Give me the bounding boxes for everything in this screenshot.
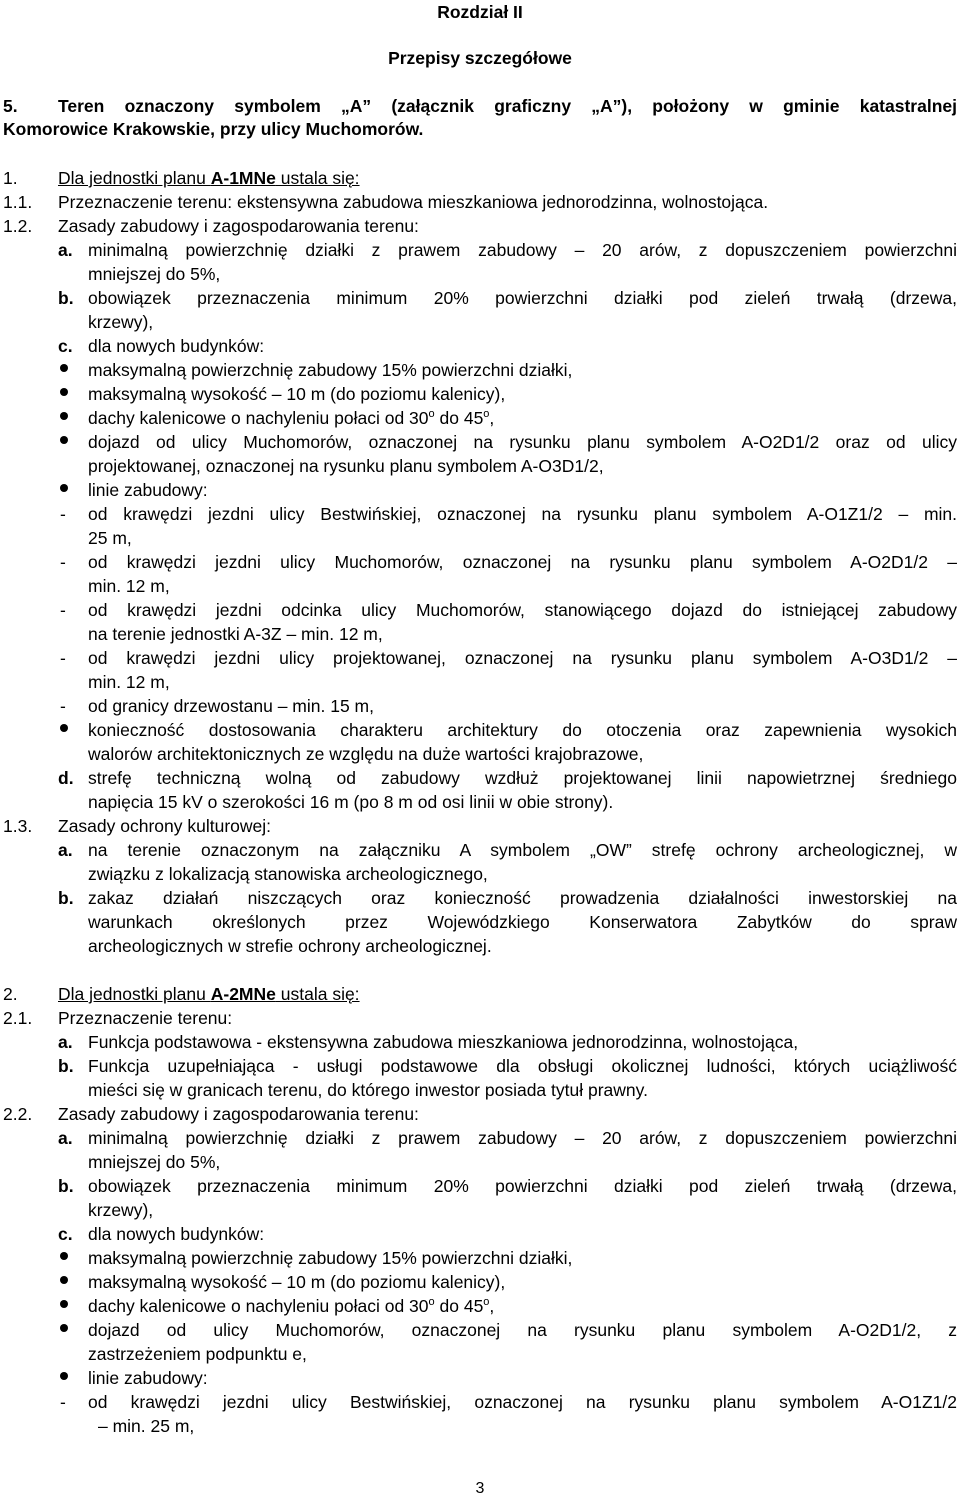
item-text: obowiązek przeznaczenia minimum 20% powierzchni działki pod zieleń trwałą (drzewa, bbox=[88, 1176, 957, 1196]
subsection-number: 2.1. bbox=[3, 1008, 33, 1028]
item-label: b. bbox=[58, 1056, 74, 1076]
dash-marker: - bbox=[60, 552, 66, 572]
item-text: krzewy), bbox=[88, 312, 154, 332]
item-label: a. bbox=[58, 240, 73, 260]
section-title-line: Teren oznaczony symbolem „A” (załącznik graficzny „A”), położony w gminie katastralnej bbox=[58, 96, 957, 116]
item-label: b. bbox=[58, 288, 74, 308]
item-label: d. bbox=[58, 768, 74, 788]
bullet-icon bbox=[60, 1300, 68, 1308]
item-text: dla nowych budynków: bbox=[88, 1224, 265, 1244]
bullet-icon bbox=[60, 388, 68, 396]
item-label: a. bbox=[58, 1032, 73, 1052]
dash-text: od krawędzi jezdni ulicy projektowanej, oznaczonej na rysunku planu symbolem A-O3D1/2 – bbox=[88, 648, 957, 668]
bullet-text: projektowanej, oznaczonej na rysunku planu symbolem A-O3D1/2, bbox=[88, 456, 604, 476]
item-label: a. bbox=[58, 1128, 73, 1148]
item-label: a. bbox=[58, 840, 73, 860]
item-label: c. bbox=[58, 336, 73, 356]
item-text: napięcia 15 kV o szerokości 16 m (po 8 m od osi linii w obie strony). bbox=[88, 792, 614, 812]
unit-heading: Dla jednostki planu A-2MNe ustala się: bbox=[58, 984, 360, 1004]
dash-marker: - bbox=[60, 696, 66, 716]
section-title-line: Komorowice Krakowskie, przy ulicy Muchomorów. bbox=[3, 119, 424, 139]
dash-marker: - bbox=[60, 600, 66, 620]
bullet-text: maksymalną wysokość – 10 m (do poziomu kalenicy), bbox=[88, 1272, 506, 1292]
dash-marker: - bbox=[60, 504, 66, 524]
item-text: mieści się w granicach terenu, do którego inwestor posiada tytuł prawny. bbox=[88, 1080, 648, 1100]
chapter-subtitle: Przepisy szczegółowe bbox=[388, 48, 572, 68]
item-text: mniejszej do 5%, bbox=[88, 264, 221, 284]
subsection-number: 2.2. bbox=[3, 1104, 33, 1124]
item-text: warunkach określonych przez Wojewódzkiego Konserwatora Zabytków do spraw bbox=[88, 912, 957, 932]
subsection-text: Zasady zabudowy i zagospodarowania terenu: bbox=[58, 1104, 419, 1124]
item-label: b. bbox=[58, 888, 74, 908]
section-number: 5. bbox=[3, 96, 18, 116]
dash-text: od krawędzi jezdni ulicy Muchomorów, oznaczonej na rysunku planu symbolem A-O2D1/2 – bbox=[88, 552, 957, 572]
unit-number: 1. bbox=[3, 168, 18, 188]
item-text: dla nowych budynków: bbox=[88, 336, 265, 356]
bullet-icon bbox=[60, 1252, 68, 1260]
bullet-icon bbox=[60, 484, 68, 492]
unit-heading: Dla jednostki planu A-1MNe ustala się: bbox=[58, 168, 360, 188]
bullet-icon bbox=[60, 1372, 68, 1380]
page-number: 3 bbox=[475, 1480, 485, 1497]
item-text: na terenie oznaczonym na załączniku A symbolem „OW” strefę ochrony archeologicznej, w bbox=[88, 840, 957, 860]
bullet-text: dachy kalenicowe o nachyleniu połaci od 30$^o$ do 45$^o$, bbox=[88, 1296, 495, 1316]
subsection-number: 1.1. bbox=[3, 192, 33, 212]
item-text: krzewy), bbox=[88, 1200, 154, 1220]
dash-text: min. 12 m, bbox=[88, 672, 170, 692]
unit-number: 2. bbox=[3, 984, 18, 1004]
item-text: Funkcja podstawowa - ekstensywna zabudowa mieszkaniowa jednorodzinna, wolnostojąca, bbox=[88, 1032, 799, 1052]
dash-text: min. 12 m, bbox=[88, 576, 170, 596]
bullet-text: maksymalną wysokość – 10 m (do poziomu kalenicy), bbox=[88, 384, 506, 404]
chapter-heading: Rozdział II bbox=[437, 2, 523, 22]
dash-text: od krawędzi jezdni ulicy Bestwińskiej, oznaczonej na rysunku planu symbolem A-O1Z1/2 bbox=[88, 1392, 957, 1412]
item-text: związku z lokalizacją stanowiska archeologicznego, bbox=[88, 864, 488, 884]
bullet-icon bbox=[60, 436, 68, 444]
item-text: minimalną powierzchnię działki z prawem zabudowy – 20 arów, z dopuszczeniem powierzchni bbox=[88, 1128, 957, 1148]
dash-text: na terenie jednostki A-3Z – min. 12 m, bbox=[88, 624, 383, 644]
subsection-text: Zasady ochrony kulturowej: bbox=[58, 816, 272, 836]
bullet-text: linie zabudowy: bbox=[88, 480, 208, 500]
item-text: archeologicznych w strefie ochrony archeologicznej. bbox=[88, 936, 492, 956]
dash-text: – min. 25 m, bbox=[98, 1416, 195, 1436]
bullet-icon bbox=[60, 364, 68, 372]
bullet-text: dojazd od ulicy Muchomorów, oznaczonej na rysunku planu symbolem A-O2D1/2 oraz od ulicy bbox=[88, 432, 957, 452]
bullet-text: konieczność dostosowania charakteru architektury do otoczenia oraz zapewnienia wysokich bbox=[88, 720, 957, 740]
bullet-icon bbox=[60, 1276, 68, 1284]
bullet-icon bbox=[60, 1324, 68, 1332]
dash-marker: - bbox=[60, 648, 66, 668]
dash-text: od krawędzi jezdni odcinka ulicy Muchomorów, stanowiącego dojazd do istniejącej zabudowy bbox=[88, 600, 957, 620]
subsection-number: 1.2. bbox=[3, 216, 33, 236]
bullet-text: dachy kalenicowe o nachyleniu połaci od 30$^o$ do 45$^o$, bbox=[88, 408, 495, 428]
dash-text: od krawędzi jezdni ulicy Bestwińskiej, oznaczonej na rysunku planu symbolem A-O1Z1/2 – min. bbox=[88, 504, 957, 524]
bullet-text: linie zabudowy: bbox=[88, 1368, 208, 1388]
bullet-text: walorów architektonicznych ze względu na duże wartości krajobrazowe, bbox=[88, 744, 644, 764]
bullet-text: dojazd od ulicy Muchomorów, oznaczonej na rysunku planu symbolem A-O2D1/2, z bbox=[88, 1320, 957, 1340]
item-text: minimalną powierzchnię działki z prawem zabudowy – 20 arów, z dopuszczeniem powierzchni bbox=[88, 240, 957, 260]
dash-marker: - bbox=[60, 1392, 66, 1412]
bullet-text: maksymalną powierzchnię zabudowy 15% powierzchni działki, bbox=[88, 360, 573, 380]
bullet-icon bbox=[60, 724, 68, 732]
bullet-text: maksymalną powierzchnię zabudowy 15% powierzchni działki, bbox=[88, 1248, 573, 1268]
bullet-text: zastrzeżeniem podpunktu e, bbox=[88, 1344, 307, 1364]
item-text: mniejszej do 5%, bbox=[88, 1152, 221, 1172]
item-text: Funkcja uzupełniająca - usługi podstawowe dla obsługi okolicznej ludności, których uciążliwość bbox=[88, 1056, 957, 1076]
bullet-icon bbox=[60, 412, 68, 420]
subsection-text: Przeznaczenie terenu: ekstensywna zabudowa mieszkaniowa jednorodzinna, wolnostojąca. bbox=[58, 192, 769, 212]
item-label: b. bbox=[58, 1176, 74, 1196]
item-text: zakaz działań niszczących oraz konieczność prowadzenia działalności inwestorskiej na bbox=[88, 888, 957, 908]
item-text: strefę techniczną wolną od zabudowy wzdłuż projektowanej linii napowietrznej średniego bbox=[88, 768, 957, 788]
item-text: obowiązek przeznaczenia minimum 20% powierzchni działki pod zieleń trwałą (drzewa, bbox=[88, 288, 957, 308]
dash-text: od granicy drzewostanu – min. 15 m, bbox=[88, 696, 374, 716]
subsection-text: Przeznaczenie terenu: bbox=[58, 1008, 233, 1028]
item-label: c. bbox=[58, 1224, 73, 1244]
subsection-number: 1.3. bbox=[3, 816, 33, 836]
dash-text: 25 m, bbox=[88, 528, 132, 548]
subsection-text: Zasady zabudowy i zagospodarowania terenu: bbox=[58, 216, 419, 236]
